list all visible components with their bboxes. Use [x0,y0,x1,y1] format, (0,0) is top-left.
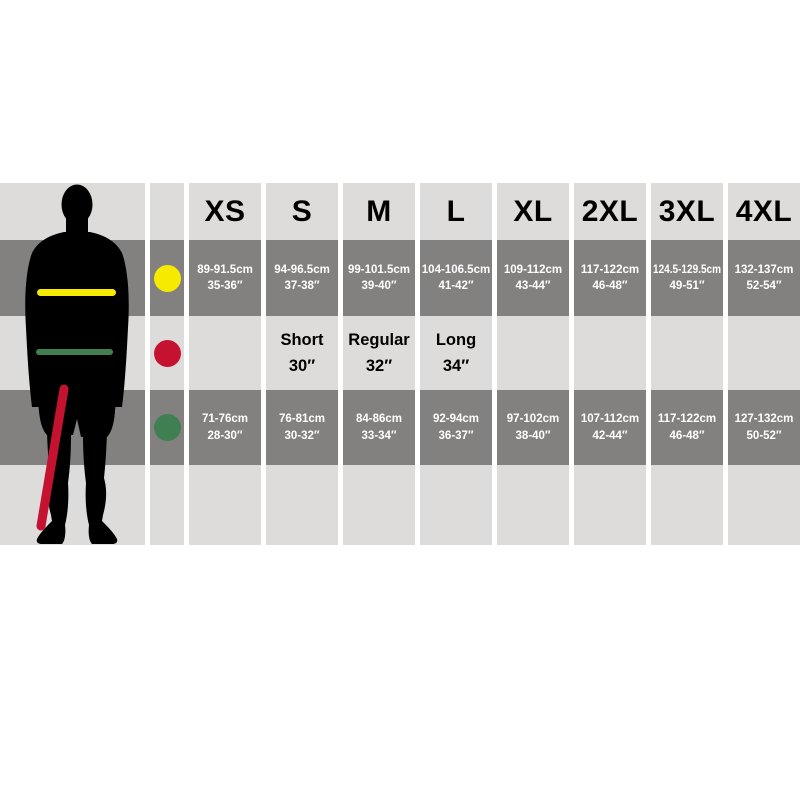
leg-m-in: 32″ [365,357,393,375]
waist-l-cm: 92-94cm [432,413,480,425]
body-figure-panel [0,183,145,545]
chest-m-cm: 99-101.5cm [347,263,411,276]
empty-cell [728,465,800,545]
size-header-l: L [420,183,492,240]
waist-4xl-in: 50-52″ [746,429,782,442]
chest-cell-s [266,240,338,316]
silhouette-shorts [38,341,116,437]
chest-2xl-cm: 117-122cm [580,263,640,276]
yellow-chest-dot-icon [154,265,181,292]
leg-cell-xl [497,316,569,390]
waist-cell-2xl [574,390,646,465]
waist-m-cm: 84-86cm [355,413,403,425]
chest-cell-3xl [651,240,723,316]
chest-2xl-in: 46-48″ [592,280,628,292]
leg-s-label: Short [280,331,324,349]
chest-s-cm: 94-96.5cm [274,263,330,276]
waist-xl-cm: 97-102cm [506,413,560,425]
empty-cell [574,465,646,545]
size-header-xs: XS [189,183,261,240]
leg-cell-m [343,316,415,390]
chest-l-in: 41-42″ [438,280,474,292]
chest-m-in: 39-40″ [361,280,397,292]
waist-s-cm: 76-81cm [278,413,326,425]
waist-xs-in: 28-30″ [207,429,243,442]
leg-cell-2xl [574,316,646,390]
chest-s-in: 37-38″ [284,280,320,292]
waist-cell-m [343,390,415,465]
leg-cell-s [266,316,338,390]
size-header-m: M [343,183,415,240]
leg-s-in: 30″ [288,357,316,375]
green-waist-dot-icon [154,414,181,441]
size-header-s: S [266,183,338,240]
marker-column-header [150,183,184,240]
waist-xs-cm: 71-76cm [201,413,249,425]
chest-cell-2xl [574,240,646,316]
leg-cell-3xl [651,316,723,390]
empty-cell [189,465,261,545]
empty-cell [651,465,723,545]
waist-l-in: 36-37″ [438,429,474,442]
chest-cell-xs [189,240,261,316]
leg-cell-l [420,316,492,390]
chest-cell-m [343,240,415,316]
waist-cell-xl [497,390,569,465]
empty-cell [497,465,569,545]
waist-3xl-in: 46-48″ [669,429,705,442]
chest-4xl-cm: 132-137cm [734,263,794,276]
waist-cell-l [420,390,492,465]
red-leg-dot-icon [154,340,181,367]
size-chart-table [0,183,800,545]
chest-xl-cm: 109-112cm [503,263,563,276]
empty-cell [343,465,415,545]
chest-measure-line [37,289,116,296]
leg-cell-xs [189,316,261,390]
chest-marker-cell [150,240,184,316]
size-header-4xl: 4XL [728,183,800,240]
waist-measure-line [36,349,113,355]
waist-2xl-in: 42-44″ [592,429,628,442]
waist-cell-3xl [651,390,723,465]
chest-4xl-in: 52-54″ [746,280,782,292]
chest-cell-4xl [728,240,800,316]
size-header-3xl: 3XL [651,183,723,240]
waist-3xl-cm: 117-122cm [657,413,717,425]
chest-xs-in: 35-36″ [207,280,243,292]
size-header-xl: XL [497,183,569,240]
waist-marker-cell [150,390,184,465]
chest-cell-l [420,240,492,316]
leg-m-label: Regular [348,331,410,349]
waist-cell-4xl [728,390,800,465]
chest-l-cm: 104-106.5cm [421,263,491,276]
waist-4xl-cm: 127-132cm [734,413,794,425]
size-header-2xl: 2XL [574,183,646,240]
leg-cell-4xl [728,316,800,390]
empty-cell [420,465,492,545]
empty-cell [266,465,338,545]
chest-xs-cm: 89-91.5cm [197,263,253,276]
waist-m-in: 33-34″ [361,429,397,442]
empty-cell [150,465,184,545]
waist-s-in: 30-32″ [284,429,320,442]
waist-cell-s [266,390,338,465]
leg-l-in: 34″ [442,357,470,375]
waist-xl-in: 38-40″ [515,429,551,442]
chest-cell-xl [497,240,569,316]
leg-l-label: Long [435,331,477,349]
waist-cell-xs [189,390,261,465]
silhouette-right-leg [83,433,117,544]
chest-3xl-cm: 124.5-129.5cm [653,263,722,276]
leg-marker-cell [150,316,184,390]
chest-xl-in: 43-44″ [515,280,551,292]
male-silhouette [0,183,145,545]
chest-3xl-in: 49-51″ [669,280,705,292]
waist-2xl-cm: 107-112cm [580,413,640,425]
